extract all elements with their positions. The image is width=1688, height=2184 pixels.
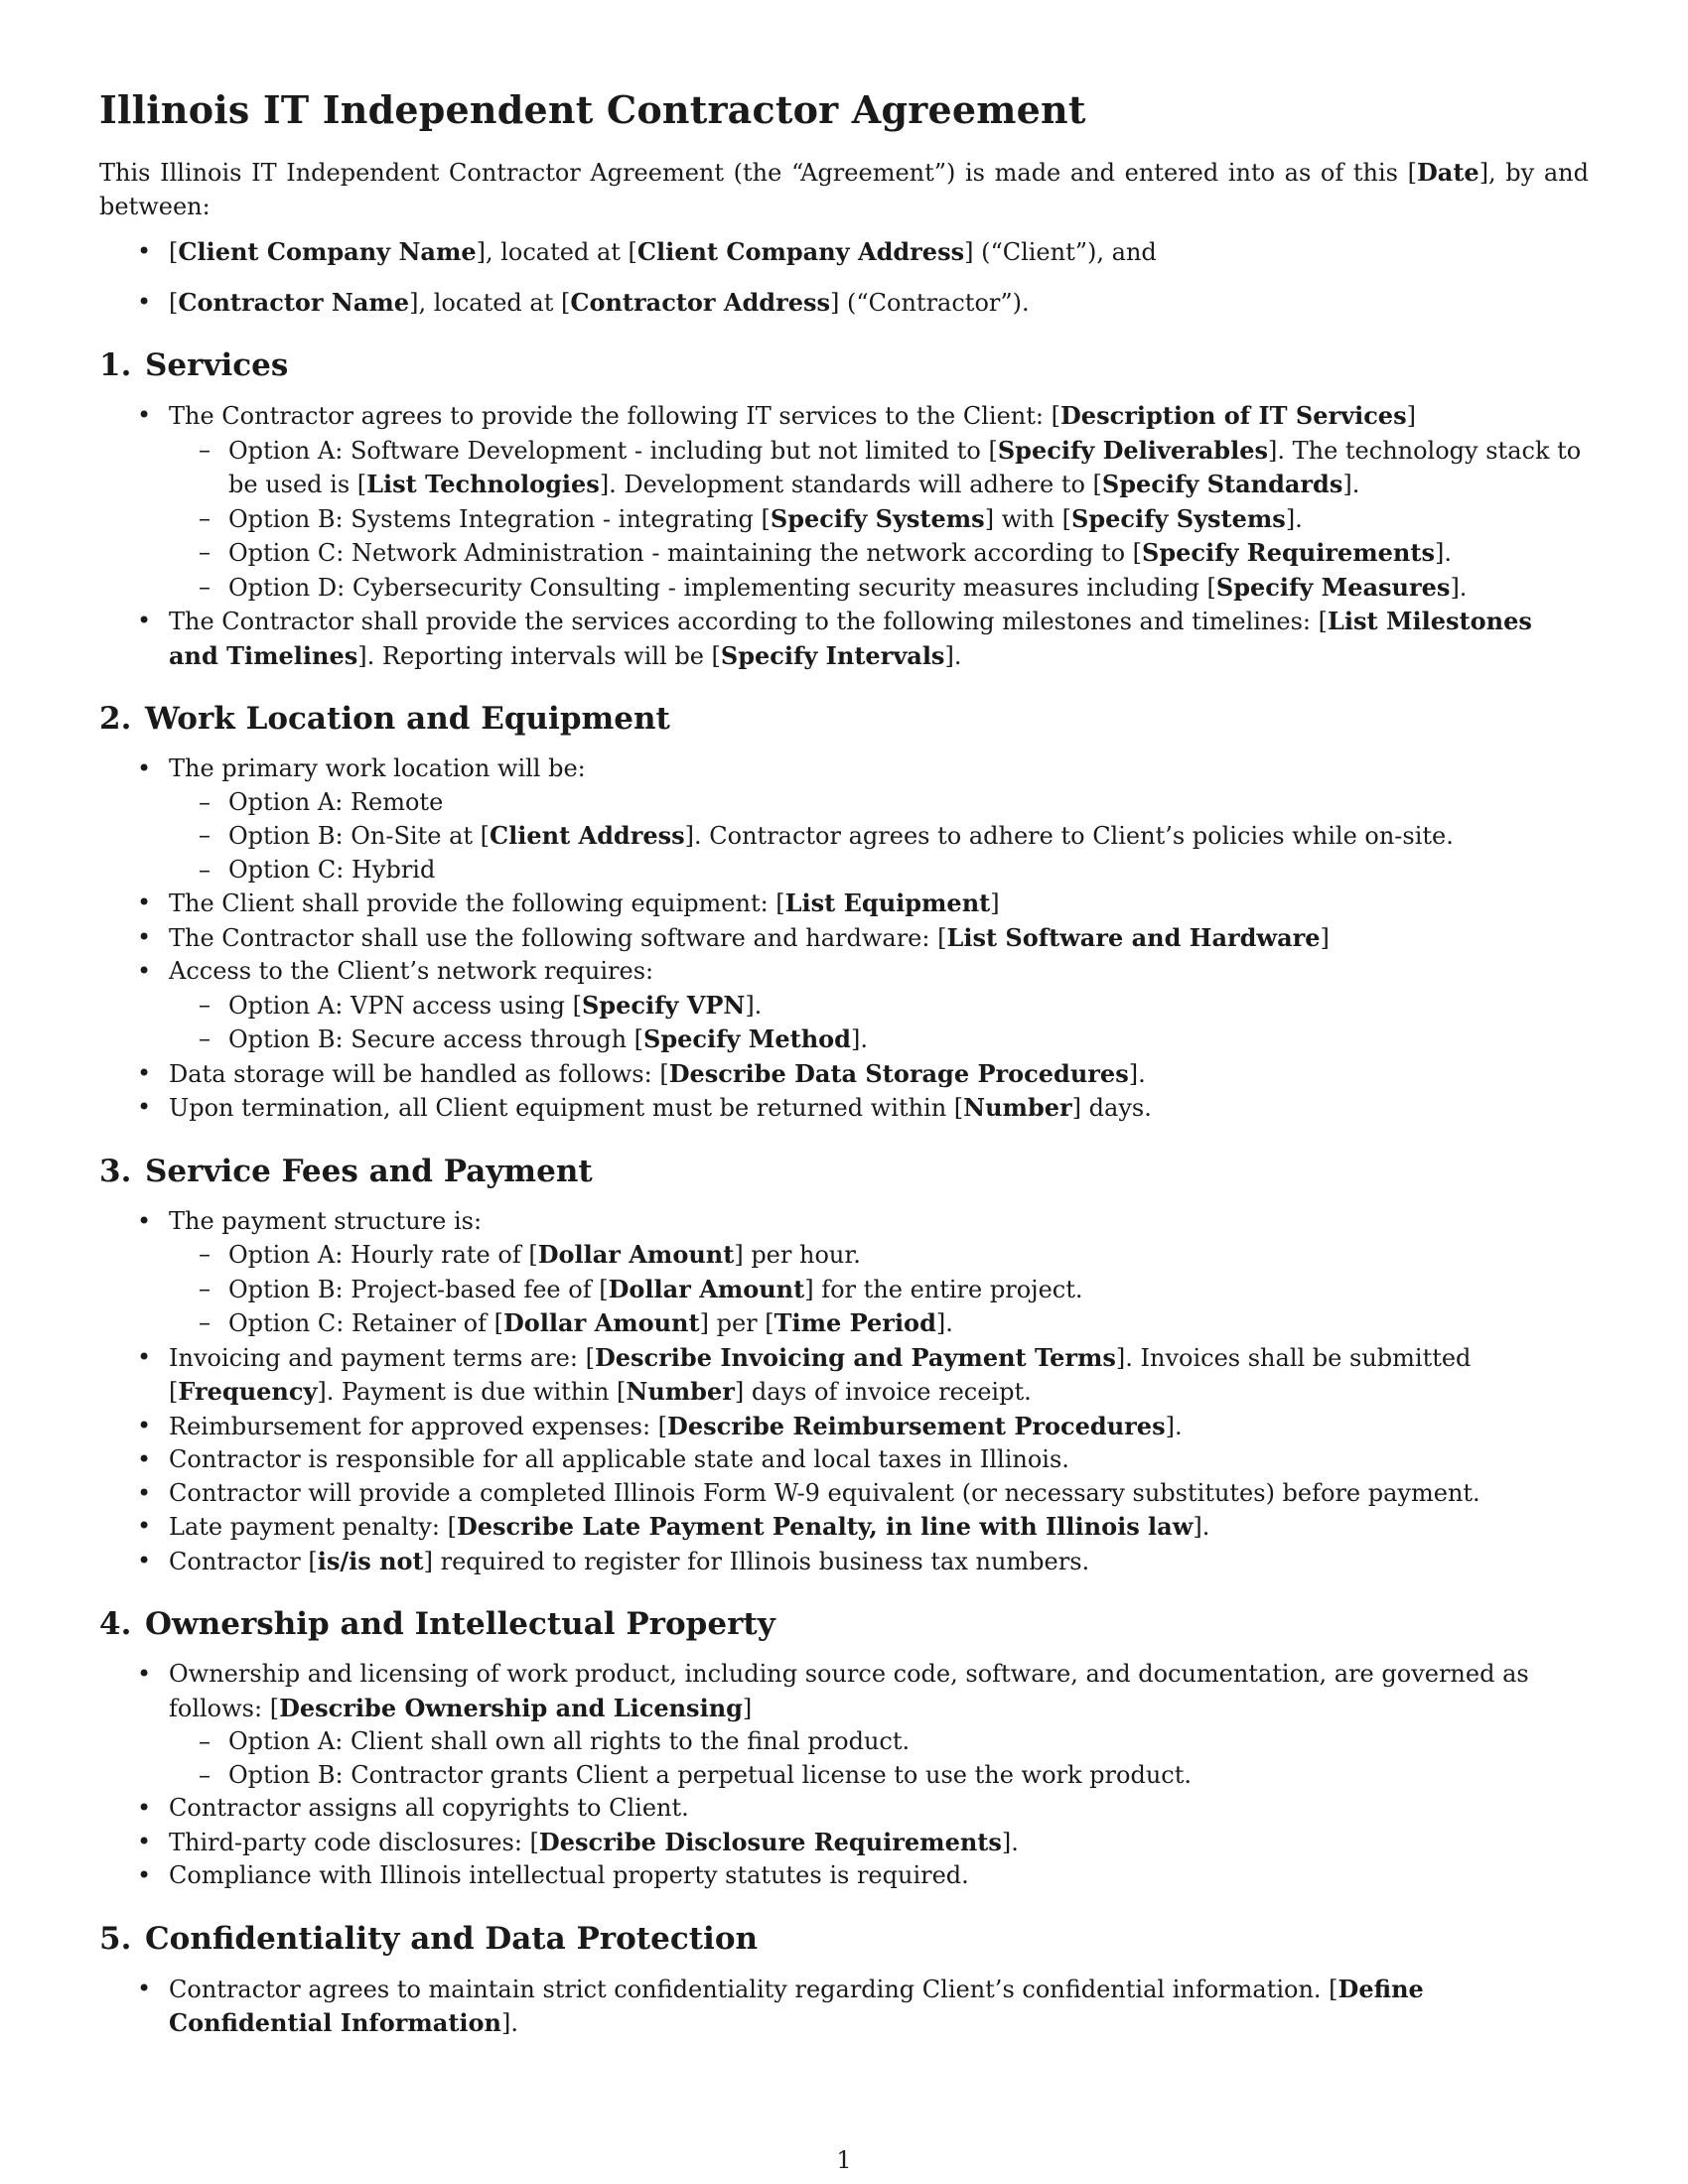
ownership-options [169,1725,1589,1792]
services-options [169,434,1589,606]
list-item: • Invoicing and payment terms are: [Describe Invoicing and Payment Terms]. Invoices shall be submitted [Frequency]. Payment is due within [Number] days of invoice receipt. [99,1341,1589,1410]
option-item: – Option C: Network Administration - maintaining the network according to [Specify Requirements]. [169,536,1589,571]
party-contractor: • [Contractor Name], located at [Contractor Address] (“Contractor”). [99,286,1589,321]
list-item: • The payment structure is: – Option A: Hourly rate of [Dollar Amount] per hour. – Option B: Project-based fee of [Dollar Amount] for the entire project. – Option C: Retainer of [Dollar Amount] per [Time Period]. [99,1205,1589,1341]
option-item: – Option C: Retainer of [Dollar Amount] per [Time Period]. [169,1306,1589,1341]
option-item: – Option A: VPN access using [Specify VPN]. [169,989,1589,1024]
list-item: • Contractor agrees to maintain strict confidentiality regarding Client’s confidential information. [Define Confidential Information]. [99,1973,1589,2041]
option-item: – Option A: Remote [169,786,1589,820]
location-options [169,786,1589,887]
list-item: • The primary work location will be: – Option A: Remote – Option B: On-Site at [Client Address]. Contractor agrees to adhere to Client’s policies while on-site. – Option C: Hybrid [99,752,1589,887]
date-placeholder: Date [1416,158,1479,187]
option-item: – Option A: Client shall own all rights to the final product. [169,1725,1589,1759]
list-item: • Reimbursement for approved expenses: [Describe Reimbursement Procedures]. [99,1410,1589,1444]
list-item: • Contractor [is/is not] required to register for Illinois business tax numbers. [99,1545,1589,1579]
list-item: • Compliance with Illinois intellectual property statutes is required. [99,1859,1589,1893]
list-item: • The Contractor shall provide the services according to the following milestones and timelines: [List Milestones and Timelines]. Reporting intervals will be [Specify Intervals]. [99,605,1589,673]
section-2-list [99,752,1589,1126]
option-item: – Option B: On-Site at [Client Address]. Contractor agrees to adhere to Client’s policies while on-site. [169,819,1589,854]
list-item: • The Contractor shall use the following software and hardware: [List Software and Hardware] [99,921,1589,956]
list-item: • Contractor assigns all copyrights to Client. [99,1792,1589,1826]
list-item: • The Client shall provide the following equipment: [List Equipment] [99,887,1589,921]
page-number: 1 [836,2146,852,2174]
section-heading-work-location: 2. Work Location and Equipment [99,701,670,737]
list-item: • Contractor will provide a completed Illinois Form W-9 equivalent (or necessary substitutes) before payment. [99,1477,1589,1511]
option-item: – Option B: Contractor grants Client a perpetual license to use the work product. [169,1759,1589,1793]
payment-options [169,1238,1589,1341]
parties-list [99,235,1589,320]
party-client: • [Client Company Name], located at [Client Company Address] (“Client”), and [99,235,1589,270]
section-3-list [99,1205,1589,1579]
section-heading-services: 1. Services [99,347,289,383]
section-5-list [99,1973,1589,2041]
list-item: • The Contractor agrees to provide the following IT services to the Client: [Description of IT Services] – Option A: Software Development - including but not limited to [Specify Deliverables]. The technology stack to be used is [List Technologies]. Development standards will adhere to [Specify Standards]. – Option B: Systems Integration - integrating [Specify Systems] with [Specify Systems]. – Option C: Network Administration - maintaining the network according to [Specify Requirements]. – Option D: Cybersecurity Consulting - implementing security measures including [Specify Measures]. [99,399,1589,605]
list-item: • Late payment penalty: [Describe Late Payment Penalty, in line with Illinois law]. [99,1510,1589,1545]
list-item: • Ownership and licensing of work product, including source code, software, and documentation, are governed as follows: [Describe Ownership and Licensing] – Option A: Client shall own all rights to the final product. – Option B: Contractor grants Client a perpetual license to use the work product. [99,1658,1589,1792]
section-4-list [99,1658,1589,1893]
option-item: – Option A: Software Development - including but not limited to [Specify Deliverables]. The technology stack to be used is [List Technologies]. Development standards will adhere to [Specify Standards]. [169,434,1589,502]
section-heading-confidentiality: 5. Confidentiality and Data Protection [99,1920,759,1957]
list-item: • Data storage will be handled as follows: [Describe Data Storage Procedures]. [99,1057,1589,1092]
list-item: • Access to the Client’s network requires: – Option A: VPN access using [Specify VPN]. – Option B: Secure access through [Specify Method]. [99,955,1589,1057]
list-item: • Third-party code disclosures: [Describe Disclosure Requirements]. [99,1826,1589,1860]
list-item: • Upon termination, all Client equipment must be returned within [Number] days. [99,1091,1589,1126]
list-item: • Contractor is responsible for all applicable state and local taxes in Illinois. [99,1443,1589,1477]
option-item: – Option A: Hourly rate of [Dollar Amount] per hour. [169,1238,1589,1273]
section-heading-fees: 3. Service Fees and Payment [99,1153,593,1189]
option-item: – Option C: Hybrid [169,854,1589,887]
section-1-list [99,399,1589,673]
option-item: – Option B: Project-based fee of [Dollar Amount] for the entire project. [169,1273,1589,1307]
option-item: – Option D: Cybersecurity Consulting - implementing security measures including [Specify Measures]. [169,571,1589,606]
option-item: – Option B: Systems Integration - integrating [Specify Systems] with [Specify Systems]. [169,502,1589,537]
section-heading-ownership: 4. Ownership and Intellectual Property [99,1606,775,1642]
option-item: – Option B: Secure access through [Specify Method]. [169,1023,1589,1057]
intro-paragraph: This Illinois IT Independent Contractor Agreement (the “Agreement”) is made and entered into as of this [Date], by and between: [99,158,1589,220]
document-title: Illinois IT Independent Contractor Agreement [99,87,1086,132]
network-access-options [169,989,1589,1057]
